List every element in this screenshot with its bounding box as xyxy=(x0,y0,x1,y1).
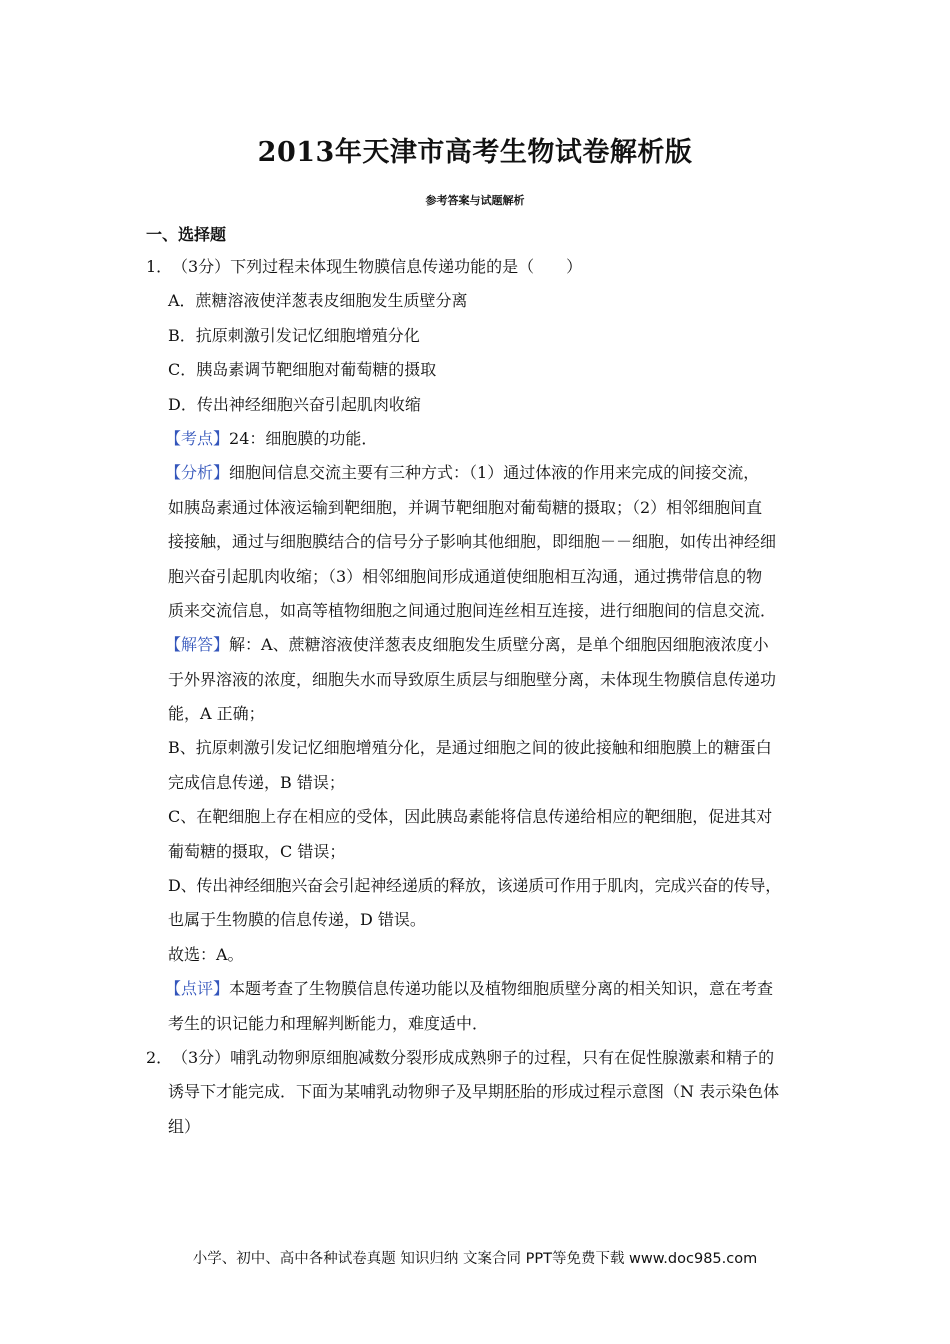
jieda-text: D、传出神经细胞兴奋会引起神经递质的释放，该递质可作用于肌肉，完成兴奋的传导， xyxy=(168,876,782,896)
fenxi-text: 如胰岛素通过体液运输到靶细胞，并调节靶细胞对葡萄糖的摄取；（2）相邻细胞间直 xyxy=(168,497,763,517)
question-stem-text: 组） xyxy=(168,1116,201,1136)
kaodian-tag: 【考点】 xyxy=(165,428,230,448)
question-1-stem xyxy=(146,250,826,284)
jieda-text: 解：A、蔗糖溶液使洋葱表皮细胞发生质壁分离，是单个细胞因细胞液浓度小 xyxy=(229,635,769,655)
footer-banner: 小学、初中、高中各种试卷真题 知识归纳 文案合同 PPT等免费下载 www.doc985.com xyxy=(192,1251,758,1267)
fenxi-text: 质来交流信息，如高等植物细胞之间通过胞间连丝相互连接，进行细胞间的信息交流． xyxy=(168,600,777,620)
jieda-line xyxy=(146,628,826,662)
option-b: B．抗原刺激引发记忆细胞增殖分化 xyxy=(168,325,420,345)
jieda-text: 能，A 正确； xyxy=(168,704,265,724)
option-d: D．传出神经细胞兴奋引起肌肉收缩 xyxy=(168,394,421,414)
question-body xyxy=(146,250,826,1144)
dianping-line xyxy=(146,972,826,1006)
fenxi-text: 细胞间信息交流主要有三种方式：（1）通过体液的作用来完成的间接交流， xyxy=(229,463,760,483)
answer-choice: 故选：A。 xyxy=(168,944,244,964)
question-stem-text: 诱导下才能完成．下面为某哺乳动物卵子及早期胚胎的形成过程示意图（N 表示染色体 xyxy=(168,1082,780,1102)
dianping-tag: 【点评】 xyxy=(165,979,230,999)
option-c: C．胰岛素调节靶细胞对葡萄糖的摄取 xyxy=(168,360,437,380)
fenxi-tag: 【分析】 xyxy=(165,463,230,483)
jieda-text: C、在靶细胞上存在相应的受体，因此胰岛素能将信息传递给相应的靶细胞，促进其对 xyxy=(168,807,773,827)
jieda-tag: 【解答】 xyxy=(165,635,230,655)
dianping-text: 考生的识记能力和理解判断能力，难度适中． xyxy=(168,1013,489,1033)
jieda-text: B、抗原刺激引发记忆细胞增殖分化，是通过细胞之间的彼此接触和细胞膜上的糖蛋白 xyxy=(168,738,772,758)
kaodian-line xyxy=(146,422,826,456)
section-heading: 一、选择题 xyxy=(146,225,227,244)
question-stem-text: （3分）哺乳动物卵原细胞减数分裂形成成熟卵子的过程，只有在促性腺激素和精子的 xyxy=(172,1047,775,1067)
question-stem-text: （3分）下列过程未体现生物膜信息传递功能的是（ ） xyxy=(172,257,583,276)
jieda-text: 完成信息传递，B 错误； xyxy=(168,772,345,792)
document-title: 2013年天津市高考生物试卷解析版 xyxy=(257,137,693,168)
question-2-stem xyxy=(146,1041,826,1075)
jieda-text: 葡萄糖的摄取，C 错误； xyxy=(168,841,346,861)
kaodian-text: 24：细胞膜的功能． xyxy=(229,428,378,448)
question-number: 2． xyxy=(146,1047,173,1067)
jieda-text: 于外界溶液的浓度，细胞失水而导致原生质层与细胞壁分离，未体现生物膜信息传递功 xyxy=(168,669,777,689)
fenxi-text: 接接触，通过与细胞膜结合的信号分子影响其他细胞，即细胞－－细胞，如传出神经细 xyxy=(168,532,777,552)
jieda-text: 也属于生物膜的信息传递，D 错误。 xyxy=(168,910,426,930)
dianping-text: 本题考查了生物膜信息传递功能以及植物细胞质壁分离的相关知识，意在考查 xyxy=(229,979,774,999)
fenxi-text: 胞兴奋引起肌肉收缩；（3）相邻细胞间形成通道使细胞相互沟通，通过携带信息的物 xyxy=(168,566,763,586)
option-a: A．蔗糖溶液使洋葱表皮细胞发生质壁分离 xyxy=(168,291,468,311)
question-number: 1． xyxy=(146,257,173,276)
document-subtitle: 参考答案与试题解析 xyxy=(425,194,525,207)
fenxi-line xyxy=(146,456,826,490)
